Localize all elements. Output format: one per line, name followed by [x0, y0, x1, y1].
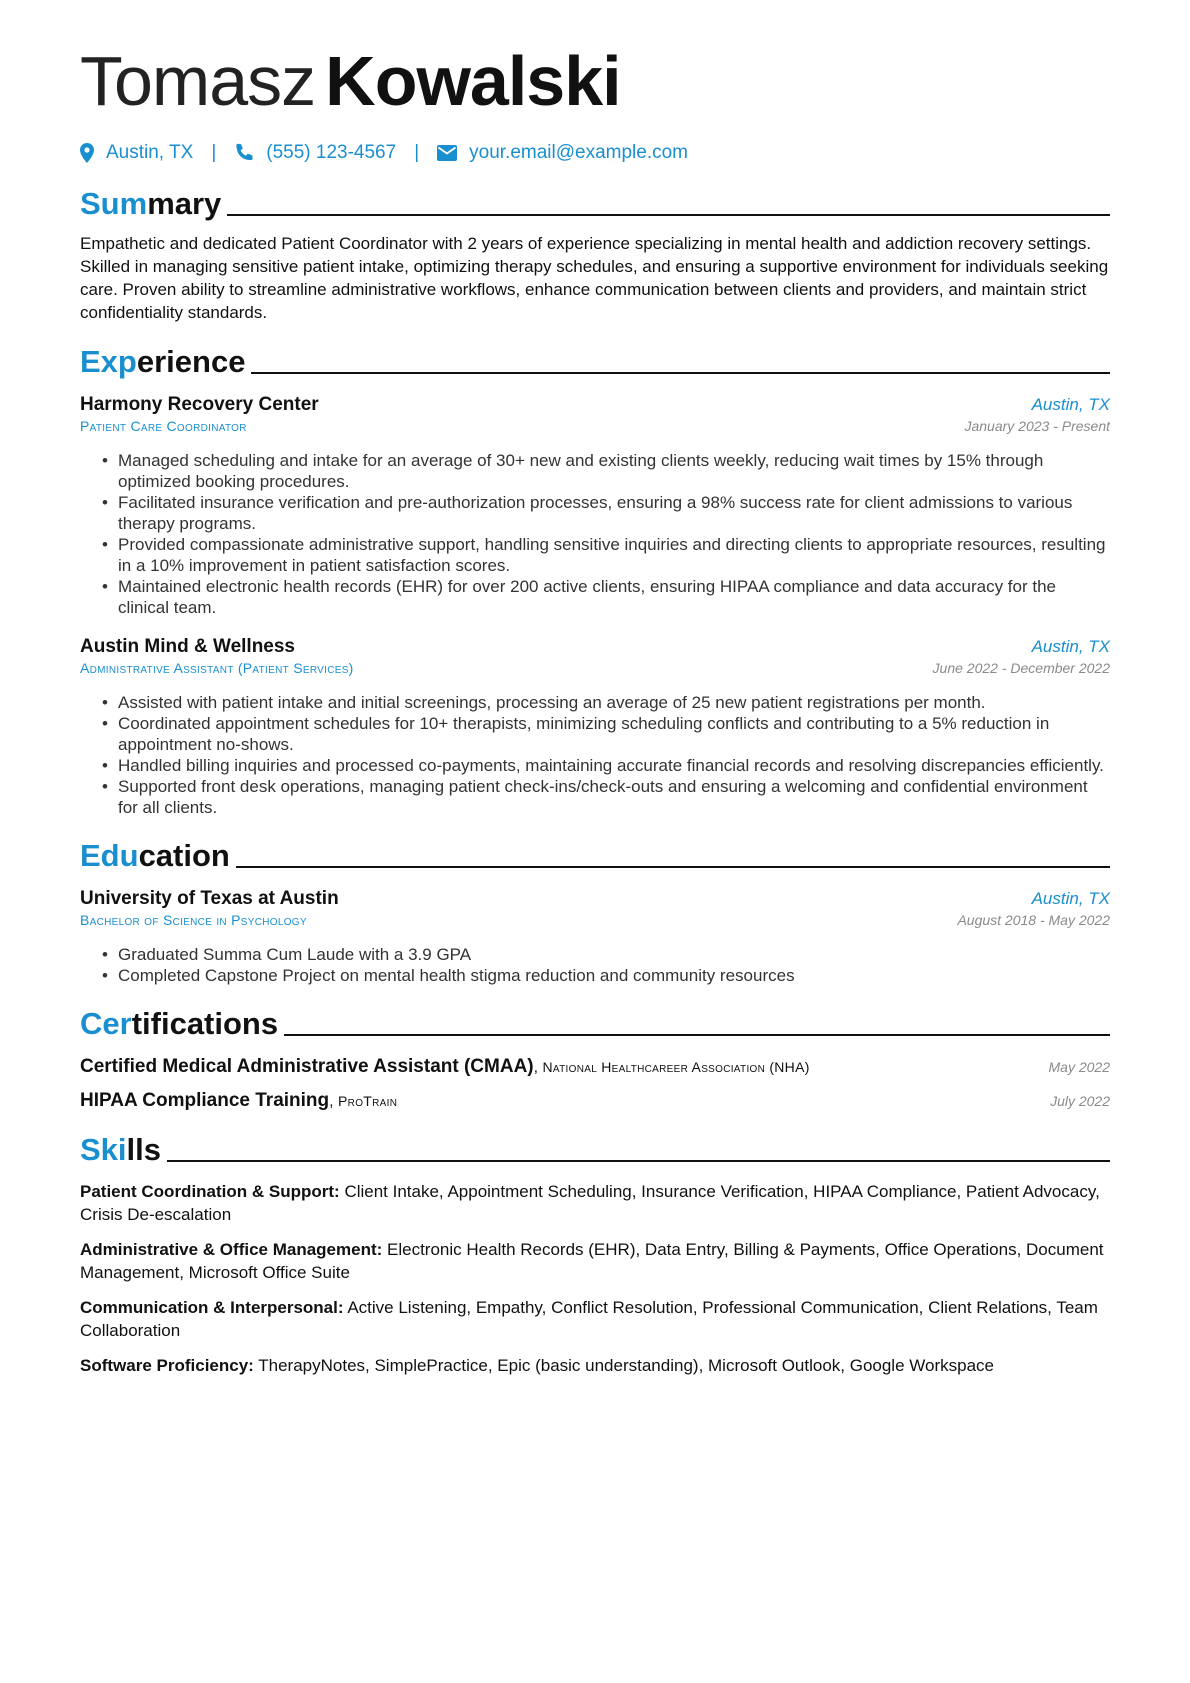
- school-name: University of Texas at Austin: [80, 888, 339, 909]
- phone-text: (555) 123-4567: [266, 142, 397, 163]
- certification-item: [80, 1090, 1110, 1112]
- section-rule: [227, 214, 1110, 216]
- bullet-item: • Assisted with patient intake and initial screenings, processing an average of 25 new patient registrations per month.: [118, 692, 1110, 713]
- skill-label: Patient Coordination & Support:: [80, 1182, 340, 1201]
- job-location: Austin, TX: [1031, 637, 1110, 656]
- experience-entry: [80, 394, 1110, 618]
- school-location: Austin, TX: [1031, 889, 1110, 908]
- heading-accent: Exp: [80, 344, 137, 379]
- heading-accent: Edu: [80, 838, 139, 873]
- job-bullets: [80, 450, 1110, 618]
- skill-group: [80, 1238, 1110, 1284]
- certification-org: National Healthcareer Association (NHA): [542, 1059, 810, 1075]
- bullet-item: • Supported front desk operations, managing patient check-ins/check-outs and ensuring a welcoming and confidential environment for all clients.: [118, 776, 1110, 818]
- skill-label: Administrative & Office Management:: [80, 1240, 383, 1259]
- bullet-item: • Maintained electronic health records (EHR) for over 200 active clients, ensuring HIPAA compliance and data accuracy for the clinical team.: [118, 576, 1110, 618]
- certification-date: May 2022: [1048, 1059, 1110, 1075]
- heading-rest: cation: [138, 838, 230, 873]
- section-rule: [236, 866, 1110, 868]
- heading-rest: tifications: [131, 1006, 279, 1041]
- experience-heading: [80, 342, 1110, 380]
- email-link[interactable]: your.email@example.com: [469, 142, 688, 163]
- degree: Bachelor of Science in Psychology: [80, 912, 307, 928]
- bullet-item: • Facilitated insurance verification and pre-authorization processes, ensuring a 98% success rate for client admissions to various therapy programs.: [118, 492, 1110, 534]
- certification-org: ProTrain: [338, 1093, 398, 1109]
- job-dates: June 2022 - December 2022: [932, 660, 1110, 676]
- bullet-item: • Provided compassionate administrative support, handling sensitive inquiries and directing clients to appropriate resources, resulting in a 10% improvement in patient satisfaction scores.: [118, 534, 1110, 576]
- certification-date: July 2022: [1050, 1093, 1110, 1109]
- phone-icon: [234, 143, 254, 163]
- company-name: Harmony Recovery Center: [80, 394, 319, 415]
- job-location: Austin, TX: [1031, 395, 1110, 414]
- contact-location: [80, 142, 193, 164]
- comma: ,: [533, 1059, 543, 1076]
- experience-entry: [80, 636, 1110, 818]
- heading-accent: Sum: [80, 186, 148, 221]
- certification-name: HIPAA Compliance Training: [80, 1090, 330, 1111]
- bullet-item: • Graduated Summa Cum Laude with a 3.9 GPA: [118, 944, 1110, 965]
- job-dates: January 2023 - Present: [964, 418, 1110, 434]
- skills-heading: [80, 1130, 1110, 1168]
- education-dates: August 2018 - May 2022: [957, 912, 1110, 928]
- first-name: Tomasz: [80, 42, 316, 120]
- heading-accent: Cer: [80, 1006, 132, 1041]
- certifications-heading: [80, 1004, 1110, 1042]
- skill-value: TherapyNotes, SimplePractice, Epic (basic understanding), Microsoft Outlook, Google Workspace: [258, 1356, 994, 1375]
- skill-value: Active Listening, Empathy, Conflict Resolution, Professional Communication, Client Relations, Team Collaboration: [80, 1298, 1098, 1340]
- contact-separator: |: [211, 142, 217, 163]
- location-text: Austin, TX: [106, 142, 194, 163]
- candidate-name: [80, 40, 1110, 122]
- map-marker-icon: [80, 143, 94, 163]
- certification-name: Certified Medical Administrative Assistant (CMAA): [80, 1056, 534, 1077]
- skill-value: Electronic Health Records (EHR), Data Entry, Billing & Payments, Office Operations, Document Management, Microsoft Office Suite: [80, 1240, 1104, 1282]
- skill-group: [80, 1296, 1110, 1342]
- certification-item: [80, 1056, 1110, 1078]
- bullet-item: • Handled billing inquiries and processed co-payments, maintaining accurate financial records and resolving discrepancies efficiently.: [118, 755, 1110, 776]
- section-rule: [284, 1034, 1110, 1036]
- job-role: Administrative Assistant (Patient Services): [80, 660, 354, 676]
- summary-heading: [80, 184, 1110, 222]
- section-rule: [251, 372, 1110, 374]
- education-entry: [80, 888, 1110, 986]
- bullet-item: • Managed scheduling and intake for an average of 30+ new and existing clients weekly, reducing wait times by 15% through optimized booking procedures.: [118, 450, 1110, 492]
- job-bullets: [80, 692, 1110, 818]
- comma: ,: [329, 1093, 339, 1110]
- heading-rest: lls: [126, 1132, 161, 1167]
- bullet-item: • Coordinated appointment schedules for 10+ therapists, minimizing scheduling conflicts and contributing to a 5% reduction in appointment no-shows.: [118, 713, 1110, 755]
- contact-separator: |: [414, 142, 420, 163]
- envelope-icon: [437, 145, 457, 161]
- education-bullets: [80, 944, 1110, 986]
- heading-rest: erience: [136, 344, 246, 379]
- job-role: Patient Care Coordinator: [80, 418, 247, 434]
- company-name: Austin Mind & Wellness: [80, 636, 296, 657]
- skill-label: Communication & Interpersonal:: [80, 1298, 344, 1317]
- education-heading: [80, 836, 1110, 874]
- summary-text: Empathetic and dedicated Patient Coordinator with 2 years of experience specializing in mental health and addiction recovery settings. Skilled in managing sensitive patient intake, optimizing therapy schedules, and ensuring a supportive environment for individuals seeking care. Proven ability to streamline administrative workflows, enhance communication between clients and providers, and maintain strict confidentiality standards.: [80, 234, 1109, 322]
- skill-group: [80, 1354, 1110, 1377]
- bullet-item: • Completed Capstone Project on mental health stigma reduction and community resources: [118, 965, 1110, 986]
- heading-rest: mary: [147, 186, 222, 221]
- contact-bar: [80, 140, 1110, 166]
- contact-email[interactable]: [437, 142, 688, 164]
- contact-phone[interactable]: [234, 142, 396, 164]
- last-name: Kowalski: [325, 42, 621, 120]
- skill-value: Client Intake, Appointment Scheduling, Insurance Verification, HIPAA Compliance, Patient Advocacy, Crisis De-escalation: [80, 1182, 1100, 1224]
- section-rule: [167, 1160, 1110, 1162]
- skill-group: [80, 1180, 1110, 1226]
- skill-label: Software Proficiency:: [80, 1356, 254, 1375]
- heading-accent: Ski: [80, 1132, 127, 1167]
